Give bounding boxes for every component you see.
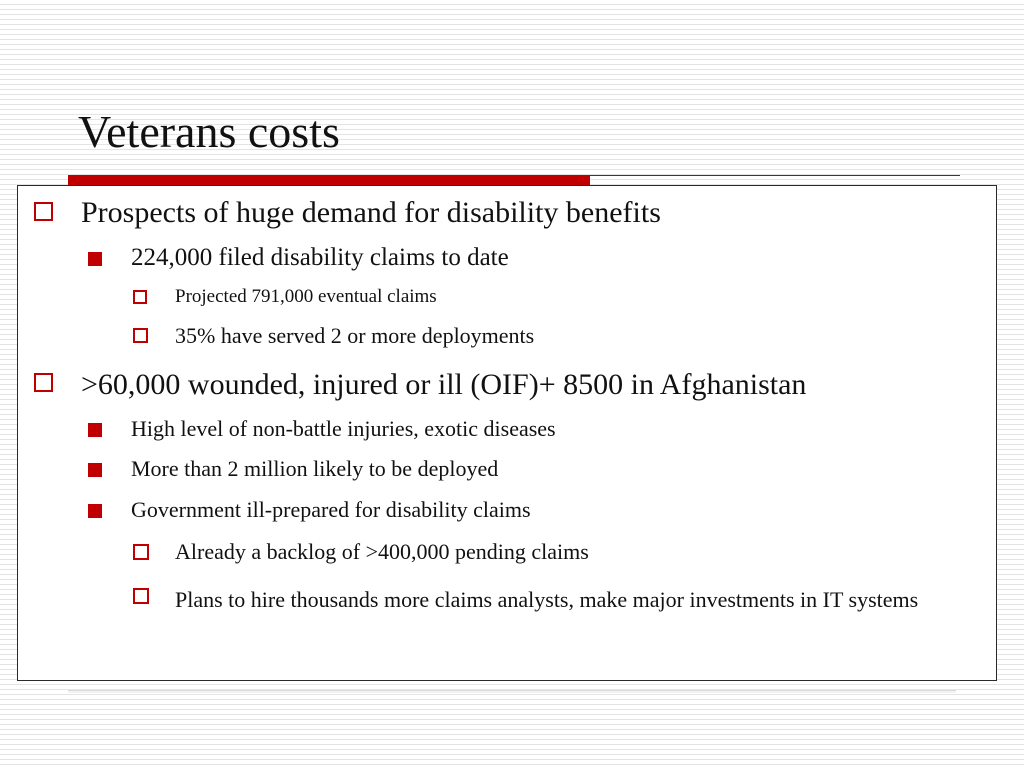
hollow-square-bullet-icon [34, 202, 53, 221]
solid-square-bullet-icon [88, 423, 102, 437]
bullet-text: >60,000 wounded, injured or ill (OIF)+ 8500 in Afghanistan [81, 368, 807, 401]
solid-square-bullet-icon [88, 252, 102, 266]
bullet-text: Already a backlog of >400,000 pending claims [175, 539, 589, 564]
bullet-text: Plans to hire thousands more claims analysts, make major investments in IT systems [175, 587, 919, 612]
bullet-text: 224,000 filed disability claims to date [131, 244, 509, 271]
bullet-text: Projected 791,000 eventual claims [175, 286, 437, 307]
bullet-text: Government ill-prepared for disability claims [131, 497, 531, 522]
hollow-square-bullet-icon [133, 290, 147, 304]
solid-square-bullet-icon [88, 504, 102, 518]
bullet-text: More than 2 million likely to be deployed [131, 456, 499, 481]
hollow-square-bullet-icon [34, 373, 53, 392]
slide-title: Veterans costs [78, 106, 340, 157]
footer-divider [68, 690, 956, 693]
title-underline-thin [590, 175, 960, 176]
hollow-square-bullet-icon [133, 588, 149, 604]
solid-square-bullet-icon [88, 463, 102, 477]
bullet-text: High level of non-battle injuries, exotic diseases [131, 416, 556, 441]
bullet-text: 35% have served 2 or more deployments [175, 323, 535, 348]
bullet-text: Prospects of huge demand for disability benefits [81, 196, 661, 229]
hollow-square-bullet-icon [133, 544, 149, 560]
hollow-square-bullet-icon [133, 328, 148, 343]
